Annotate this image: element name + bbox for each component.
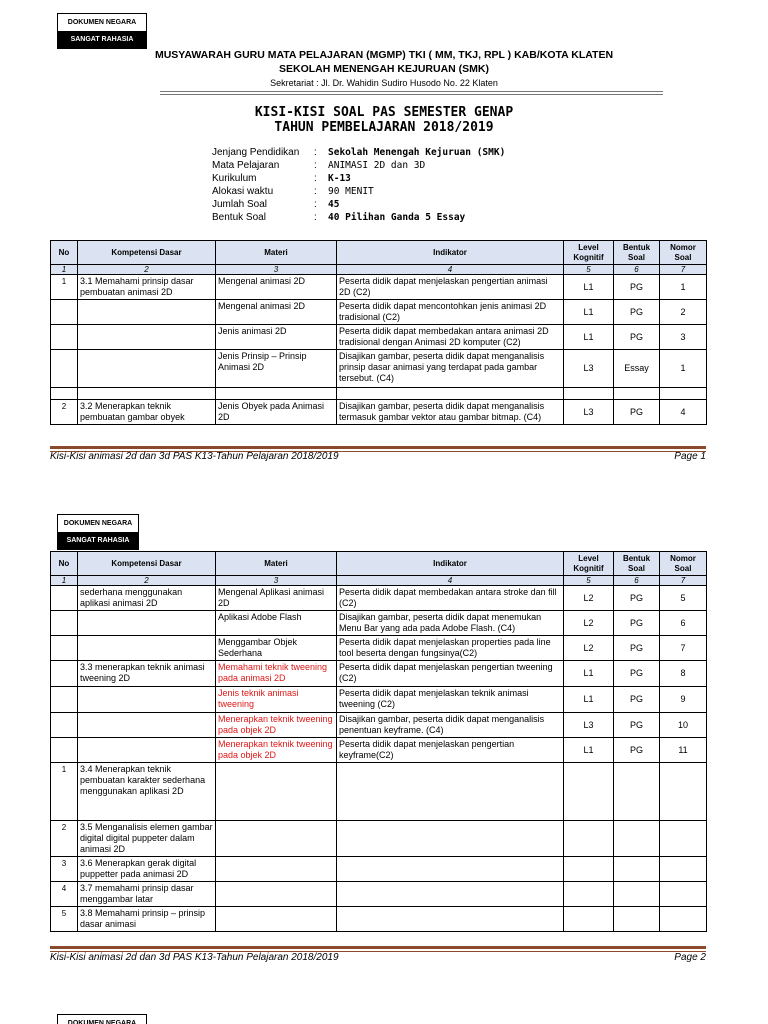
- kd-cell: [78, 738, 216, 763]
- bentuk-cell: [614, 857, 660, 882]
- table-row: [51, 907, 707, 932]
- stamp-top-label: DOKUMEN NEGARA: [67, 1020, 137, 1024]
- indikator-cell: Disajikan gambar, peserta didik dapat menganalisis termasuk gambar vektor atau gambar bitmap. (C4): [337, 400, 564, 425]
- indikator-cell: Peserta didik dapat menjelaskan properties pada line tool beserta dengan fungsinya(C2): [337, 636, 564, 661]
- bentuk-cell: PG: [614, 300, 660, 325]
- meta-value: Sekolah Menengah Kejuruan (SMK): [328, 147, 506, 158]
- meta-value: K-13: [328, 173, 351, 184]
- table-row: [51, 325, 707, 350]
- kd-cell: 3.3 menerapkan teknik animasi tweening 2D: [78, 661, 216, 687]
- nomor-cell: 7: [660, 636, 707, 661]
- level-cell: [564, 907, 614, 932]
- level-cell: L2: [564, 586, 614, 611]
- bentuk-cell: [614, 821, 660, 857]
- classification-stamp: [57, 13, 147, 49]
- no-cell: [51, 636, 78, 661]
- materi-cell: Menerapkan teknik tweening pada objek 2D: [216, 738, 337, 763]
- materi-cell: [216, 821, 337, 857]
- meta-value: ANIMASI 2D dan 3D: [328, 160, 426, 171]
- no-cell: [51, 661, 78, 687]
- indikator-cell: Peserta didik dapat menjelaskan pengertian tweening (C2): [337, 661, 564, 687]
- no-cell: [51, 325, 78, 350]
- level-cell: [564, 857, 614, 882]
- footer-doc-label: Kisi-Kisi animasi 2d dan 3d PAS K13-Tahun Pelajaran 2018/2019: [50, 451, 339, 462]
- index-cell: 5: [564, 576, 614, 586]
- kd-cell: 3.2 Menerapkan teknik pembuatan gambar obyek: [78, 400, 216, 425]
- nomor-cell: 8: [660, 661, 707, 687]
- indikator-cell: [337, 882, 564, 907]
- kisi-kisi-table-page2: [50, 551, 707, 932]
- no-cell: [51, 388, 78, 400]
- bentuk-cell: PG: [614, 325, 660, 350]
- materi-cell: Mengenal animasi 2D: [216, 300, 337, 325]
- indikator-cell: Peserta didik dapat menjelaskan pengertian keyframe(C2): [337, 738, 564, 763]
- nomor-cell: 9: [660, 687, 707, 713]
- kd-cell: 3.8 Memahami prinsip – prinsip dasar animasi: [78, 907, 216, 932]
- no-cell: [51, 611, 78, 636]
- col-bentuk-header: Bentuk Soal: [614, 241, 660, 265]
- kd-cell: [78, 713, 216, 738]
- footer-page-number: Page 2: [674, 952, 706, 963]
- table-row: [51, 350, 707, 388]
- bentuk-cell: [614, 907, 660, 932]
- index-cell: 3: [216, 576, 337, 586]
- footer-rule: [50, 446, 706, 449]
- bentuk-cell: PG: [614, 611, 660, 636]
- materi-cell: Menerapkan teknik tweening pada objek 2D: [216, 713, 337, 738]
- bentuk-cell: [614, 388, 660, 400]
- materi-cell: Aplikasi Adobe Flash: [216, 611, 337, 636]
- materi-cell: Jenis teknik animasi tweening: [216, 687, 337, 713]
- materi-cell: [216, 907, 337, 932]
- level-cell: [564, 821, 614, 857]
- indikator-cell: Disajikan gambar, peserta didik dapat menganalisis prinsip dasar animasi yang terdapat pada gambar tersebut. (C4): [337, 350, 564, 388]
- nomor-cell: 11: [660, 738, 707, 763]
- nomor-cell: [660, 882, 707, 907]
- meta-key: Alokasi waktu: [212, 186, 274, 197]
- meta-row: [212, 159, 505, 172]
- meta-key: Bentuk Soal: [212, 212, 266, 223]
- indikator-cell: Disajikan gambar, peserta didik dapat menemukan Menu Bar yang ada pada Adobe Flash. (C4): [337, 611, 564, 636]
- no-cell: [51, 586, 78, 611]
- meta-value: 45: [328, 199, 340, 210]
- doc-title-line1: KISI-KISI SOAL PAS SEMESTER GENAP: [254, 105, 514, 120]
- kd-cell: 3.4 Menerapkan teknik pembuatan karakter sederhana menggunakan aplikasi 2D: [78, 763, 216, 821]
- table-header-row: [51, 241, 707, 265]
- nomor-cell: 1: [660, 350, 707, 388]
- stamp-top-label: DOKUMEN NEGARA: [63, 520, 133, 527]
- materi-cell: Memahami teknik tweening pada animasi 2D: [216, 661, 337, 687]
- table-row: [51, 400, 707, 425]
- nomor-cell: 1: [660, 275, 707, 300]
- col-bentuk-header: Bentuk Soal: [614, 552, 660, 576]
- materi-cell: Mengenal Aplikasi animasi 2D: [216, 586, 337, 611]
- kd-cell: 3.6 Menerapkan gerak digital puppetter pada animasi 2D: [78, 857, 216, 882]
- col-level-header: Level Kognitif: [564, 552, 614, 576]
- no-cell: 5: [51, 907, 78, 932]
- index-cell: 5: [564, 265, 614, 275]
- doc-title-line2: TAHUN PEMBELAJARAN 2018/2019: [274, 120, 494, 135]
- kd-cell: sederhana menggunakan aplikasi animasi 2D: [78, 586, 216, 611]
- meta-block: [212, 146, 505, 224]
- table-row: [51, 857, 707, 882]
- level-cell: L1: [564, 738, 614, 763]
- materi-cell: Menggambar Objek Sederhana: [216, 636, 337, 661]
- table-row: [51, 586, 707, 611]
- indikator-cell: Peserta didik dapat menjelaskan pengertian animasi 2D (C2): [337, 275, 564, 300]
- kd-cell: [78, 300, 216, 325]
- header-school: SEKOLAH MENENGAH KEJURUAN (SMK): [278, 63, 489, 75]
- indikator-cell: Disajikan gambar, peserta didik dapat menganalisis penentuan keyframe. (C4): [337, 713, 564, 738]
- level-cell: L1: [564, 300, 614, 325]
- no-cell: [51, 738, 78, 763]
- meta-colon: :: [314, 199, 317, 210]
- no-cell: [51, 713, 78, 738]
- bentuk-cell: PG: [614, 636, 660, 661]
- classification-stamp: [57, 514, 139, 550]
- bentuk-cell: PG: [614, 586, 660, 611]
- meta-row: [212, 172, 505, 185]
- table-row: [51, 882, 707, 907]
- no-cell: 2: [51, 400, 78, 425]
- level-cell: [564, 763, 614, 821]
- no-cell: 2: [51, 821, 78, 857]
- kd-cell: [78, 611, 216, 636]
- bentuk-cell: [614, 882, 660, 907]
- header-separator-top: [160, 91, 663, 92]
- materi-cell: Jenis animasi 2D: [216, 325, 337, 350]
- level-cell: [564, 882, 614, 907]
- col-indikator-header: Indikator: [337, 552, 564, 576]
- nomor-cell: [660, 907, 707, 932]
- index-cell: 2: [78, 576, 216, 586]
- footer-doc-label: Kisi-Kisi animasi 2d dan 3d PAS K13-Tahun Pelajaran 2018/2019: [50, 952, 339, 963]
- col-nomor-header: Nomor Soal: [660, 241, 707, 265]
- index-cell: 6: [614, 265, 660, 275]
- footer-rule: [50, 946, 706, 949]
- kd-cell: [78, 388, 216, 400]
- level-cell: L1: [564, 275, 614, 300]
- col-kd-header: Kompetensi Dasar: [78, 552, 216, 576]
- meta-key: Jenjang Pendidikan: [212, 147, 300, 158]
- table-row: [51, 300, 707, 325]
- col-no-header: No: [51, 552, 78, 576]
- meta-colon: :: [314, 212, 317, 223]
- meta-row: [212, 185, 505, 198]
- kd-cell: [78, 350, 216, 388]
- bentuk-cell: PG: [614, 738, 660, 763]
- nomor-cell: [660, 388, 707, 400]
- table-row: [51, 763, 707, 821]
- column-index-row: [51, 265, 707, 275]
- index-cell: 7: [660, 265, 707, 275]
- col-kd-header: Kompetensi Dasar: [78, 241, 216, 265]
- level-cell: L3: [564, 350, 614, 388]
- kd-cell: [78, 325, 216, 350]
- index-cell: 4: [337, 576, 564, 586]
- materi-cell: Jenis Obyek pada Animasi 2D: [216, 400, 337, 425]
- header-separator-bottom: [160, 94, 663, 95]
- nomor-cell: [660, 857, 707, 882]
- col-level-header: Level Kognitif: [564, 241, 614, 265]
- index-cell: 6: [614, 576, 660, 586]
- bentuk-cell: PG: [614, 275, 660, 300]
- header-org: MUSYAWARAH GURU MATA PELAJARAN (MGMP) TKI ( MM, TKJ, RPL ) KAB/KOTA KLATEN: [154, 49, 614, 61]
- meta-key: Kurikulum: [212, 173, 257, 184]
- meta-row: [212, 198, 505, 211]
- level-cell: L1: [564, 687, 614, 713]
- classification-stamp: [57, 1014, 147, 1024]
- meta-colon: :: [314, 160, 317, 171]
- level-cell: L2: [564, 636, 614, 661]
- bentuk-cell: PG: [614, 687, 660, 713]
- table-row: [51, 275, 707, 300]
- index-cell: 3: [216, 265, 337, 275]
- indikator-cell: [337, 907, 564, 932]
- kd-cell: [78, 687, 216, 713]
- bentuk-cell: PG: [614, 661, 660, 687]
- stamp-bottom-label: SANGAT RAHASIA: [58, 532, 138, 549]
- stamp-top-label: DOKUMEN NEGARA: [67, 19, 137, 26]
- nomor-cell: [660, 821, 707, 857]
- materi-cell: Jenis Prinsip – Prinsip Animasi 2D: [216, 350, 337, 388]
- level-cell: [564, 388, 614, 400]
- meta-key: Jumlah Soal: [212, 199, 268, 210]
- materi-cell: [216, 857, 337, 882]
- kd-cell: 3.5 Menganalisis elemen gambar digital digital puppeter dalam animasi 2D: [78, 821, 216, 857]
- bentuk-cell: PG: [614, 400, 660, 425]
- table-row: [51, 738, 707, 763]
- column-index-row: [51, 576, 707, 586]
- no-cell: 1: [51, 275, 78, 300]
- meta-colon: :: [314, 186, 317, 197]
- nomor-cell: 2: [660, 300, 707, 325]
- materi-cell: [216, 388, 337, 400]
- nomor-cell: 5: [660, 586, 707, 611]
- index-cell: 7: [660, 576, 707, 586]
- meta-colon: :: [314, 147, 317, 158]
- meta-key: Mata Pelajaran: [212, 160, 280, 171]
- level-cell: L2: [564, 611, 614, 636]
- indikator-cell: Peserta didik dapat mencontohkan jenis animasi 2D tradisional (C2): [337, 300, 564, 325]
- header-address: Sekretariat : Jl. Dr. Wahidin Sudiro Husodo No. 22 Klaten: [270, 78, 498, 88]
- materi-cell: [216, 882, 337, 907]
- kd-cell: 3.7 memahami prinsip dasar menggambar latar: [78, 882, 216, 907]
- no-cell: 1: [51, 763, 78, 821]
- col-materi-header: Materi: [216, 241, 337, 265]
- no-cell: [51, 350, 78, 388]
- col-indikator-header: Indikator: [337, 241, 564, 265]
- indikator-cell: Peserta didik dapat membedakan antara animasi 2D tradisional dengan Animasi 2D komputer (C2): [337, 325, 564, 350]
- col-nomor-header: Nomor Soal: [660, 552, 707, 576]
- table-row: [51, 611, 707, 636]
- level-cell: L1: [564, 661, 614, 687]
- indikator-cell: [337, 763, 564, 821]
- no-cell: 3: [51, 857, 78, 882]
- level-cell: L3: [564, 713, 614, 738]
- kd-cell: 3.1 Memahami prinsip dasar pembuatan animasi 2D: [78, 275, 216, 300]
- no-cell: 4: [51, 882, 78, 907]
- nomor-cell: [660, 763, 707, 821]
- index-cell: 1: [51, 576, 78, 586]
- meta-value: 40 Pilihan Ganda 5 Essay: [328, 212, 466, 223]
- indikator-cell: [337, 388, 564, 400]
- nomor-cell: 4: [660, 400, 707, 425]
- col-materi-header: Materi: [216, 552, 337, 576]
- meta-row: [212, 211, 505, 224]
- table-row: [51, 388, 707, 400]
- materi-cell: [216, 763, 337, 821]
- table-row: [51, 687, 707, 713]
- nomor-cell: 3: [660, 325, 707, 350]
- table-header-row: [51, 552, 707, 576]
- no-cell: [51, 687, 78, 713]
- materi-cell: Mengenal animasi 2D: [216, 275, 337, 300]
- kd-cell: [78, 636, 216, 661]
- level-cell: L3: [564, 400, 614, 425]
- no-cell: [51, 300, 78, 325]
- index-cell: 1: [51, 265, 78, 275]
- meta-value: 90 MENIT: [328, 186, 374, 197]
- table-row: [51, 636, 707, 661]
- col-no-header: No: [51, 241, 78, 265]
- indikator-cell: [337, 857, 564, 882]
- meta-row: [212, 146, 505, 159]
- bentuk-cell: Essay: [614, 350, 660, 388]
- table-row: [51, 661, 707, 687]
- nomor-cell: 10: [660, 713, 707, 738]
- meta-colon: :: [314, 173, 317, 184]
- indikator-cell: Peserta didik dapat membedakan antara stroke dan fill (C2): [337, 586, 564, 611]
- level-cell: L1: [564, 325, 614, 350]
- stamp-bottom-label: SANGAT RAHASIA: [58, 31, 146, 48]
- indikator-cell: [337, 821, 564, 857]
- kisi-kisi-table-page1: [50, 240, 707, 425]
- bentuk-cell: PG: [614, 713, 660, 738]
- indikator-cell: Peserta didik dapat menjelaskan teknik animasi tweening (C2): [337, 687, 564, 713]
- index-cell: 4: [337, 265, 564, 275]
- bentuk-cell: [614, 763, 660, 821]
- nomor-cell: 6: [660, 611, 707, 636]
- footer-page-number: Page 1: [674, 451, 706, 462]
- index-cell: 2: [78, 265, 216, 275]
- table-row: [51, 713, 707, 738]
- table-row: [51, 821, 707, 857]
